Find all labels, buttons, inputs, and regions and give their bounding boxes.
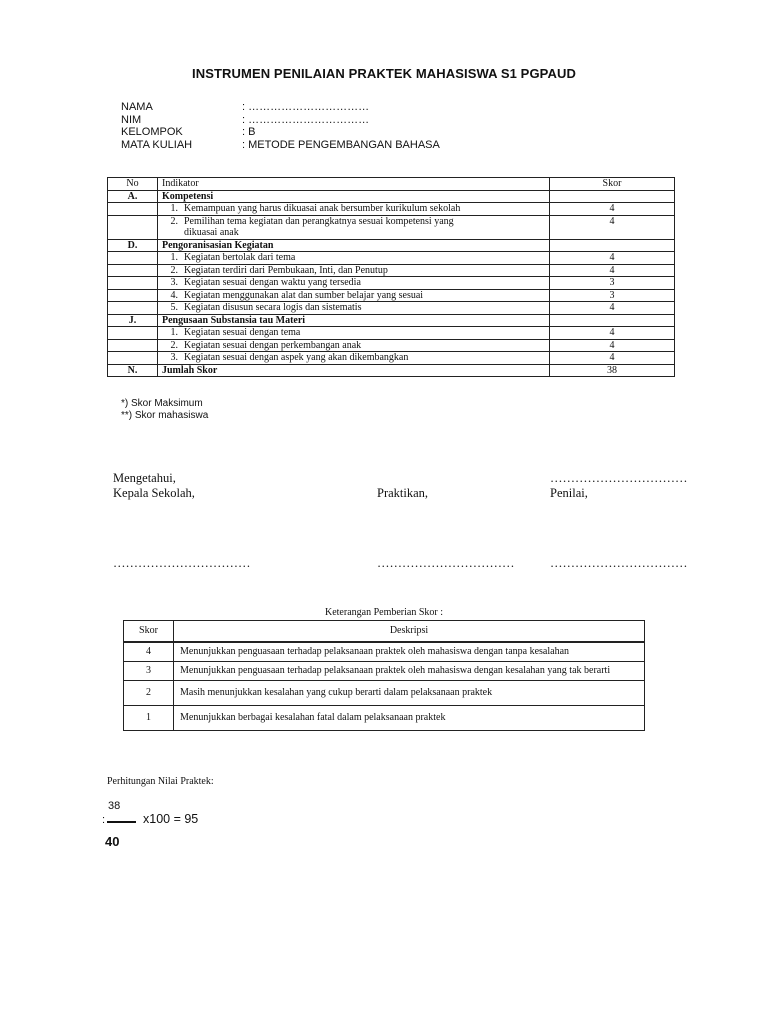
section-row bbox=[108, 314, 675, 327]
item-number: 4. bbox=[170, 289, 178, 301]
item-number: 2. bbox=[170, 339, 178, 351]
table-row bbox=[108, 339, 675, 352]
signature-mengetahui: Mengetahui, Kepala Sekolah, bbox=[113, 471, 195, 500]
table-row bbox=[108, 302, 675, 315]
item-number: 2. bbox=[170, 215, 178, 227]
table-row bbox=[108, 203, 675, 216]
info-value: : B bbox=[242, 126, 256, 138]
info-value: : …………………………… bbox=[242, 113, 370, 126]
item-text: Kegiatan bertolak dari tema bbox=[184, 252, 296, 263]
section-row bbox=[108, 239, 675, 252]
item-number: 1. bbox=[170, 327, 178, 338]
signature-line-praktikan: …………………………… bbox=[377, 556, 515, 570]
section-title: Kompetensi bbox=[158, 190, 550, 203]
item-number: 1. bbox=[170, 203, 178, 214]
table-row bbox=[108, 252, 675, 265]
keterangan-title: Keterangan Pemberian Skor : bbox=[324, 607, 444, 618]
item-text: Kegiatan menggunakan alat dan sumber belajar yang sesuai bbox=[184, 289, 424, 301]
item-text: Kegiatan sesuai dengan waktu yang tersedia bbox=[184, 277, 361, 288]
info-label: NIM bbox=[121, 113, 142, 126]
item-score: 4 bbox=[550, 215, 675, 239]
table-row bbox=[108, 327, 675, 340]
total-no: N. bbox=[108, 364, 158, 377]
item-number: 5. bbox=[170, 302, 178, 313]
signature-penilai: …………………………… Penilai, bbox=[550, 471, 688, 500]
student-info bbox=[121, 101, 440, 151]
item-text: Kegiatan sesuai dengan perkembangan anak bbox=[184, 339, 362, 351]
item-score: 4 bbox=[550, 327, 675, 340]
table-row: 3 Menunjukkan penguasaan terhadap pelaksanaan praktek oleh mahasiswa dengan kesalahan yang tak berarti bbox=[124, 662, 645, 681]
note-student: **) Skor mahasiswa bbox=[121, 410, 209, 421]
ket-col-deskripsi: Deskripsi bbox=[174, 621, 645, 643]
info-row-mata-kuliah bbox=[121, 139, 440, 152]
note-max: *) Skor Maksimum bbox=[121, 398, 203, 409]
section-row bbox=[108, 190, 675, 203]
item-score: 4 bbox=[550, 352, 675, 365]
signature-line-kepala: …………………………… bbox=[113, 556, 251, 570]
section-no: J. bbox=[108, 314, 158, 327]
item-text: Pemilihan tema kegiatan dan perangkatnya sesuai kompetensi yang dikuasai anak bbox=[184, 215, 454, 238]
fraction-result: x100 = 95 bbox=[143, 812, 199, 826]
table-row: 2 Masih menunjukkan kesalahan yang cukup berarti dalam pelaksanaan praktek bbox=[124, 681, 645, 706]
item-text: Kegiatan sesuai dengan aspek yang akan dikembangkan bbox=[184, 352, 409, 363]
section-no: A. bbox=[108, 190, 158, 203]
fraction-denominator: 40 bbox=[105, 834, 120, 849]
item-number: 3. bbox=[170, 277, 178, 288]
keterangan-table bbox=[123, 620, 645, 731]
signature-praktikan: Praktikan, bbox=[377, 486, 429, 500]
table-row: 1 Menunjukkan berbagai kesalahan fatal dalam pelaksanaan praktek bbox=[124, 706, 645, 731]
item-number: 1. bbox=[170, 252, 178, 263]
section-score bbox=[550, 314, 675, 327]
table-row bbox=[108, 289, 675, 302]
info-row-nim bbox=[121, 114, 440, 127]
col-header-no: No bbox=[108, 178, 158, 191]
info-row-kelompok bbox=[121, 126, 440, 139]
info-label: KELOMPOK bbox=[121, 126, 183, 138]
item-text: Kemampuan yang harus dikuasai anak bersumber kurikulum sekolah bbox=[184, 203, 461, 214]
table-row: 4 Menunjukkan penguasaan terhadap pelaksanaan praktek oleh mahasiswa dengan tanpa kesalahan bbox=[124, 642, 645, 662]
total-row bbox=[108, 364, 675, 377]
ket-header-row bbox=[124, 621, 645, 643]
section-score bbox=[550, 190, 675, 203]
assessment-table bbox=[107, 177, 675, 377]
item-score: 4 bbox=[550, 302, 675, 315]
item-score: 3 bbox=[550, 289, 675, 302]
total-score: 38 bbox=[550, 364, 675, 377]
score-notes bbox=[121, 398, 208, 422]
signature-line-penilai: …………………………… bbox=[550, 556, 688, 570]
table-row bbox=[108, 277, 675, 290]
item-score: 3 bbox=[550, 277, 675, 290]
item-score: 4 bbox=[550, 339, 675, 352]
ket-col-skor: Skor bbox=[124, 621, 174, 643]
section-no: D. bbox=[108, 239, 158, 252]
info-label: MATA KULIAH bbox=[121, 138, 193, 151]
table-row bbox=[108, 215, 675, 239]
item-text: Kegiatan disusun secara logis dan sistematis bbox=[184, 302, 362, 313]
item-text: Kegiatan terdiri dari Pembukaan, Inti, dan Penutup bbox=[184, 264, 388, 276]
info-value: : METODE PENGEMBANGAN BAHASA bbox=[242, 138, 440, 151]
fraction-numerator: 38 bbox=[108, 800, 121, 812]
section-title: Pengusaan Substansia tau Materi bbox=[158, 314, 550, 327]
item-text: Kegiatan sesuai dengan tema bbox=[184, 327, 301, 338]
section-title: Pengoranisasian Kegiatan bbox=[158, 239, 550, 252]
info-row-nama bbox=[121, 101, 440, 114]
info-value: : …………………………… bbox=[242, 101, 370, 113]
section-score bbox=[550, 239, 675, 252]
fraction-bar bbox=[107, 821, 136, 823]
item-score: 4 bbox=[550, 252, 675, 265]
total-label: Jumlah Skor bbox=[158, 364, 550, 377]
item-number: 2. bbox=[170, 264, 178, 276]
item-score: 4 bbox=[550, 203, 675, 216]
item-number: 3. bbox=[170, 352, 178, 363]
info-label: NAMA bbox=[121, 101, 153, 113]
table-row bbox=[108, 264, 675, 277]
col-header-skor: Skor bbox=[550, 178, 675, 191]
table-header-row bbox=[108, 178, 675, 191]
document-title: INSTRUMEN PENILAIAN PRAKTEK MAHASISWA S1 PGPAUD bbox=[192, 66, 576, 81]
item-score: 4 bbox=[550, 264, 675, 277]
fraction-colon: : bbox=[102, 814, 106, 826]
perhitungan-label: Perhitungan Nilai Praktek: bbox=[107, 776, 214, 787]
col-header-indikator: Indikator bbox=[158, 178, 550, 191]
table-row bbox=[108, 352, 675, 365]
